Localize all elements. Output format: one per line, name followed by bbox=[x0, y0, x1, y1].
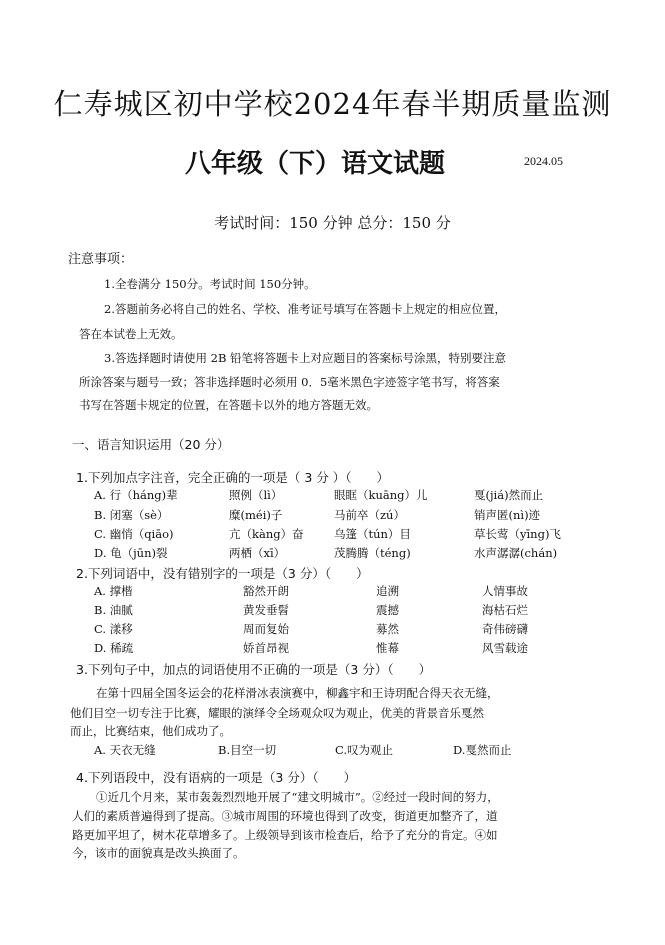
notice-item-3-line-2: 所涂答案与题号一致；答非选择题时必须用 0．5毫米黑色字迹签字笔书写，将答案 bbox=[79, 375, 500, 389]
exam-title: 仁寿城区初中学校2024年春半期质量监测 bbox=[53, 87, 612, 121]
question-3-option-c: C.叹为观止 bbox=[335, 743, 394, 757]
option-cell: 追溯 bbox=[376, 584, 399, 598]
option-cell: C. 漾移 bbox=[94, 622, 133, 636]
notice-title: 注意事项： bbox=[68, 252, 134, 267]
notice-item-3-line-3: 书写在答题卡规定的位置，在答题卡以外的地方答题无效。 bbox=[79, 398, 378, 412]
option-cell: 销声匿(nì)迹 bbox=[474, 508, 541, 522]
option-cell: 风雪载途 bbox=[482, 641, 528, 655]
option-cell: 水声潺潺(chán) bbox=[474, 546, 558, 560]
notice-item-1: 1.全卷满分 150分。考试时间 150分钟。 bbox=[104, 277, 316, 291]
option-cell: 照例（lì） bbox=[229, 488, 283, 502]
question-3-passage-line-3: 而止，比赛结束，他们成功了。 bbox=[70, 724, 231, 738]
option-cell: D. 龟（jūn)裂 bbox=[94, 546, 168, 560]
question-3-passage-line-1: 在第十四届全国冬运会的花样滑冰表演赛中，柳鑫宇和王诗玥配合得天衣无缝， bbox=[96, 686, 499, 700]
question-2-stem: 2.下列词语中，没有错别字的一项是（3 分）（ ） bbox=[76, 566, 369, 581]
exam-subtitle: 八年级（下）语文试题 bbox=[185, 149, 446, 179]
notice-item-2-line-2: 答在本试卷上无效。 bbox=[79, 327, 183, 341]
option-cell: A. 行（háng)辈 bbox=[94, 488, 178, 502]
option-cell: B. 油腻 bbox=[94, 603, 133, 617]
option-cell: 糜(méi)子 bbox=[229, 508, 283, 522]
option-cell: 惟幕 bbox=[376, 641, 399, 655]
option-cell: 豁然开朗 bbox=[243, 584, 289, 598]
exam-date: 2024.05 bbox=[524, 154, 563, 168]
question-4-passage-line-1: ①近几个月来，某市轰轰烈烈地开展了“建文明城市”。②经过一段时间的努力， bbox=[96, 790, 499, 804]
question-4-stem: 4.下列语段中，没有语病的一项是（3 分）（ ） bbox=[76, 770, 357, 785]
option-cell: 乌篷（tún）目 bbox=[334, 527, 411, 541]
option-cell: 奇伟磅礴 bbox=[482, 622, 528, 636]
question-3-stem: 3.下列句子中，加点的词语使用不正确的一项是（3 分）（ ） bbox=[76, 662, 432, 677]
option-cell: A. 撑楷 bbox=[94, 584, 133, 598]
option-cell: 黄发垂髫 bbox=[243, 603, 289, 617]
option-cell: C. 幽悄（qiāo) bbox=[94, 527, 174, 541]
option-cell: 周而复始 bbox=[243, 622, 289, 636]
option-cell: 人情事故 bbox=[482, 584, 528, 598]
notice-item-2-line-1: 2.答题前务必将自己的姓名、学校、准考证号填写在答题卡上规定的相应位置， bbox=[104, 302, 506, 316]
question-3-option-d: D.戛然而止 bbox=[453, 743, 512, 757]
question-4-passage-line-4: 今，该市的面貌真是改头换面了。 bbox=[72, 846, 245, 860]
notice-item-3-line-1: 3.答选择题时请使用 2B 铅笔将答题卡上对应题目的答案标号涂黑，特别要注意 bbox=[104, 351, 507, 365]
option-cell: 戛(jiá)然而止 bbox=[474, 488, 544, 502]
option-cell: D. 稀疏 bbox=[94, 641, 134, 655]
option-cell: 茂腾腾（téng) bbox=[334, 546, 411, 560]
section-title: 一、语言知识运用（20 分） bbox=[72, 437, 230, 452]
question-3-option-b: B.目空一切 bbox=[218, 743, 277, 757]
question-1-stem: 1.下列加点字注音，完全正确的一项是（ 3 分 ）（ ） bbox=[76, 470, 390, 485]
option-cell: 两栖（xī） bbox=[229, 546, 286, 560]
option-cell: 娇首昂视 bbox=[243, 641, 289, 655]
question-3-passage-line-2: 他们目空一切专注于比赛，耀眼的演绎令全场观众叹为观止，优美的背景音乐戛然 bbox=[70, 706, 484, 720]
question-4-passage-line-2: 人们的素质普遍得到了提高。③城市周围的环境也得到了改变，街道更加整齐了，道 bbox=[72, 809, 498, 823]
option-cell: 草长莺（yīng)飞 bbox=[474, 527, 561, 541]
question-3-option-a: A. 天衣无缝 bbox=[94, 743, 156, 757]
option-cell: 眼眶（kuāng）儿 bbox=[334, 488, 428, 502]
exam-info: 考试时间：150 分钟 总分：150 分 bbox=[214, 214, 451, 232]
option-cell: B. 闭塞（sè） bbox=[94, 508, 169, 522]
option-cell: 震撼 bbox=[376, 603, 399, 617]
option-cell: 海枯石烂 bbox=[482, 603, 528, 617]
option-cell: 马前卒（zú） bbox=[334, 508, 405, 522]
question-4-passage-line-3: 路更加平坦了，树木花草增多了。上级领导到该市检查后，给予了充分的肯定。④如 bbox=[72, 828, 498, 842]
option-cell: 亢（kàng）奋 bbox=[229, 527, 304, 541]
option-cell: 募然 bbox=[376, 622, 399, 636]
